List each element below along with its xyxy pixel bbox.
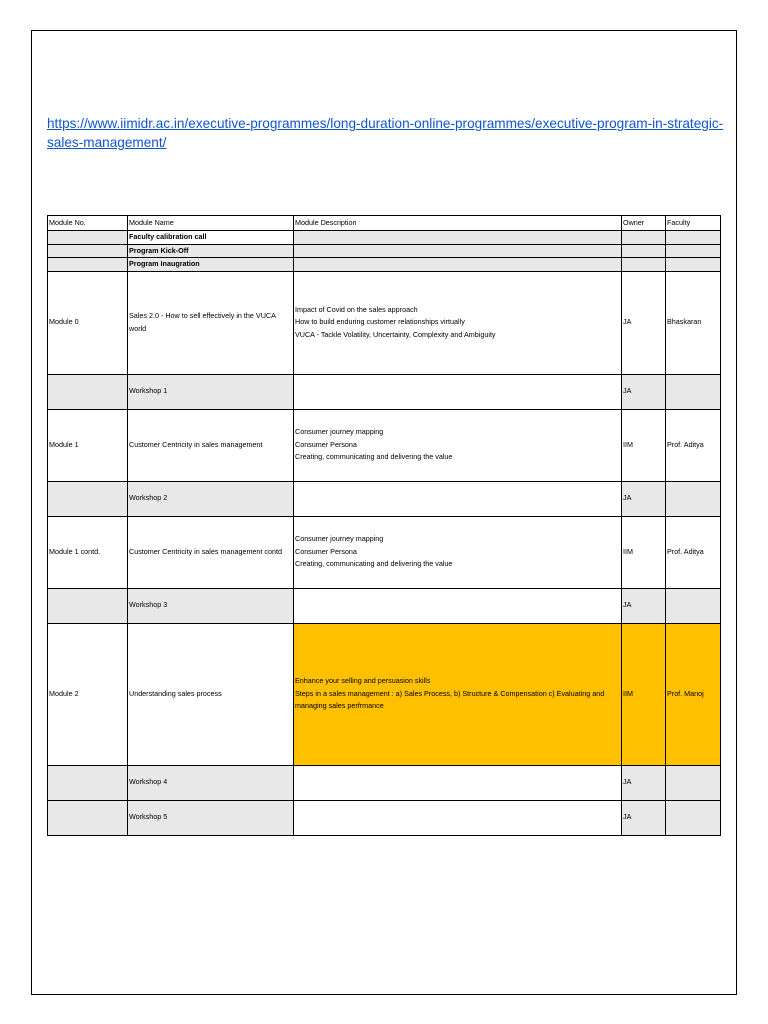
module-description-cell bbox=[294, 231, 622, 245]
module-no-cell: Module 0 bbox=[48, 271, 128, 374]
table-row bbox=[48, 800, 721, 835]
module-description-cell bbox=[294, 271, 622, 374]
owner-cell: JA bbox=[622, 765, 666, 800]
module-description-cell bbox=[294, 258, 622, 272]
owner-cell bbox=[622, 231, 666, 245]
description-line: How to build enduring customer relationships virtually bbox=[295, 317, 465, 327]
module-no-cell bbox=[48, 231, 128, 245]
module-description-cell bbox=[294, 516, 622, 588]
description-line: Enhance your selling and persuasion skills bbox=[295, 676, 431, 686]
module-no-cell bbox=[48, 765, 128, 800]
owner-cell bbox=[622, 258, 666, 272]
module-no-cell bbox=[48, 374, 128, 409]
faculty-cell: Prof. Aditya bbox=[666, 409, 721, 481]
owner-cell: JA bbox=[622, 800, 666, 835]
table-row bbox=[48, 765, 721, 800]
module-no-cell: Module 2 bbox=[48, 623, 128, 765]
faculty-cell bbox=[666, 244, 721, 258]
faculty-cell: Bhaskaran bbox=[666, 271, 721, 374]
owner-cell bbox=[622, 244, 666, 258]
module-name-cell: Program Inaugration bbox=[128, 258, 294, 272]
module-name-cell: Understanding sales process bbox=[128, 623, 294, 765]
module-name-cell: Customer Centricity in sales management bbox=[128, 409, 294, 481]
module-name-cell: Faculty calibration call bbox=[128, 231, 294, 245]
owner-cell: IIM bbox=[622, 623, 666, 765]
owner-cell: JA bbox=[622, 481, 666, 516]
module-description-cell bbox=[294, 374, 622, 409]
faculty-cell bbox=[666, 258, 721, 272]
table-row bbox=[48, 409, 721, 481]
description-line: Creating, communicating and delivering the value bbox=[295, 452, 453, 462]
module-name-cell: Workshop 5 bbox=[128, 800, 294, 835]
module-description-cell bbox=[294, 800, 622, 835]
table-row bbox=[48, 374, 721, 409]
module-description-cell bbox=[294, 765, 622, 800]
table-header-row bbox=[48, 216, 721, 231]
module-description-cell bbox=[294, 623, 622, 765]
owner-cell: IIM bbox=[622, 516, 666, 588]
module-no-cell bbox=[48, 244, 128, 258]
description-line: Consumer Persona bbox=[295, 439, 357, 449]
module-name-cell: Sales 2.0 - How to sell effectively in the VUCA world bbox=[128, 271, 294, 374]
module-no-cell: Module 1 contd. bbox=[48, 516, 128, 588]
module-no-cell bbox=[48, 258, 128, 272]
description-line: Creating, communicating and delivering the value bbox=[295, 559, 453, 569]
module-name-cell: Workshop 2 bbox=[128, 481, 294, 516]
header-faculty: Faculty bbox=[666, 216, 721, 231]
module-name-cell: Program Kick-Off bbox=[128, 244, 294, 258]
faculty-cell: Prof. Manoj bbox=[666, 623, 721, 765]
module-no-cell bbox=[48, 481, 128, 516]
module-no-cell bbox=[48, 588, 128, 623]
faculty-cell: Prof. Aditya bbox=[666, 516, 721, 588]
description-line: Consumer journey mapping bbox=[295, 427, 384, 437]
description-line: Steps in a sales management : a) Sales Process, b) Structure & Compensation c) Evaluating and managing sales perfrmance bbox=[295, 688, 605, 711]
table-row bbox=[48, 231, 721, 245]
table-row bbox=[48, 516, 721, 588]
module-name-cell: Workshop 1 bbox=[128, 374, 294, 409]
faculty-cell bbox=[666, 481, 721, 516]
description-line: VUCA - Tackle Volatility, Uncertainty, Complexity and Ambiguity bbox=[295, 329, 496, 339]
description-line: Consumer journey mapping bbox=[295, 534, 384, 544]
module-no-cell bbox=[48, 800, 128, 835]
module-description-cell bbox=[294, 588, 622, 623]
faculty-cell bbox=[666, 374, 721, 409]
table-row bbox=[48, 244, 721, 258]
header-module-description: Module Description bbox=[294, 216, 622, 231]
program-url-link[interactable]: https://www.iimidr.ac.in/executive-programmes/long-duration-online-programmes/executive-program-in-strategic-sales-management/ bbox=[47, 116, 724, 150]
module-name-cell: Customer Centricity in sales management contd bbox=[128, 516, 294, 588]
module-name-cell: Workshop 4 bbox=[128, 765, 294, 800]
faculty-cell bbox=[666, 588, 721, 623]
description-line: Impact of Covid on the sales approach bbox=[295, 304, 418, 314]
module-description-cell bbox=[294, 409, 622, 481]
owner-cell: IIM bbox=[622, 409, 666, 481]
header-module-no: Module No. bbox=[48, 216, 128, 231]
faculty-cell bbox=[666, 800, 721, 835]
module-description-cell bbox=[294, 481, 622, 516]
faculty-cell bbox=[666, 765, 721, 800]
module-name-cell: Workshop 3 bbox=[128, 588, 294, 623]
table-row bbox=[48, 258, 721, 272]
module-no-cell: Module 1 bbox=[48, 409, 128, 481]
header-module-name: Module Name bbox=[128, 216, 294, 231]
table-row bbox=[48, 271, 721, 374]
header-owner: Owner bbox=[622, 216, 666, 231]
table-row bbox=[48, 588, 721, 623]
owner-cell: JA bbox=[622, 271, 666, 374]
table-row bbox=[48, 481, 721, 516]
faculty-cell bbox=[666, 231, 721, 245]
module-schedule-table bbox=[47, 215, 721, 836]
module-description-cell bbox=[294, 244, 622, 258]
owner-cell: JA bbox=[622, 374, 666, 409]
owner-cell: JA bbox=[622, 588, 666, 623]
description-line: Consumer Persona bbox=[295, 546, 357, 556]
table-row bbox=[48, 623, 721, 765]
